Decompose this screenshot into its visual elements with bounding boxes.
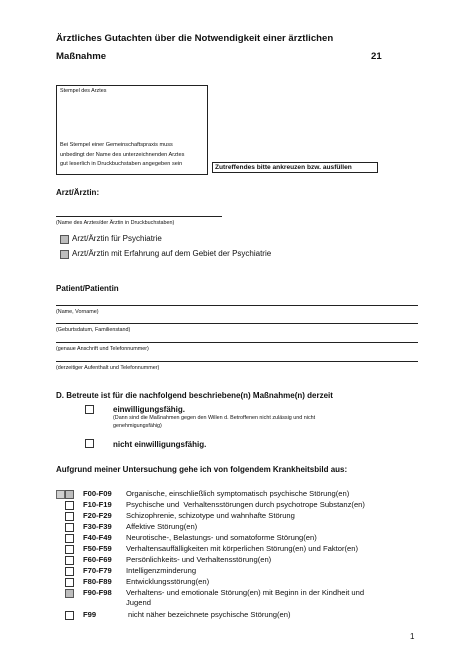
code-f80: F80-F89 — [83, 577, 112, 586]
diagnosis-heading: Aufgrund meiner Untersuchung gehe ich von folgendem Krankheitsbild aus: — [56, 465, 348, 474]
form-title-line2: Maßnahme — [56, 51, 107, 62]
code-f50: F50-F59 — [83, 544, 112, 553]
checkbox-f10[interactable] — [65, 501, 74, 510]
checkbox-f40[interactable] — [65, 534, 74, 543]
checkbox-f70[interactable] — [65, 567, 74, 576]
code-f60: F60-F69 — [83, 555, 112, 564]
text-f60: Persönlichkeits- und Verhaltensstörung(en) — [126, 555, 272, 564]
text-f40: Neurotische-, Belastungs- und somatoforme Störung(en) — [126, 533, 317, 542]
stamp-label: Stempel des Arztes — [60, 88, 107, 94]
code-f40: F40-F49 — [83, 533, 112, 542]
caption-stay: (derzeitiger Aufenthalt und Telefonnummer) — [56, 365, 160, 371]
checkbox-not-consent-capable[interactable] — [85, 439, 94, 448]
patient-stay-line[interactable] — [56, 361, 418, 362]
text-f50: Verhaltensauffälligkeiten mit körperlichen Störung(en) und Faktor(en) — [126, 544, 359, 553]
doctor-name-caption: (Name des Arztes/der Ärztin in Druckbuchstaben) — [56, 220, 175, 226]
patient-birth-line[interactable] — [56, 323, 418, 324]
doctor-name-line[interactable] — [56, 216, 222, 217]
checkbox-psychiatrist[interactable] — [60, 235, 69, 244]
checkbox-psychiatry-experience[interactable] — [60, 250, 69, 259]
code-f30: F30-F39 — [83, 522, 112, 531]
checkbox-f20[interactable] — [65, 512, 74, 521]
doctor-stamp-area[interactable] — [56, 85, 208, 175]
stamp-note: Bei Stempel einer Gemeinschaftspraxis muss unbedingt der Name des unterzeichnenden Arztes gut leserlich in Druckbuchstaben angegeben sein — [60, 142, 185, 167]
form-number: 21 — [371, 51, 382, 62]
code-f00: F00-F09 — [83, 489, 112, 498]
text-f20: Schizophrenie, schizotype und wahnhafte Störung — [126, 511, 295, 520]
section-d-heading: D. Betreute ist für die nachfolgend beschriebene(n) Maßnahme(n) derzeit — [56, 391, 333, 400]
caption-address: (genaue Anschrift und Telefonnummer) — [56, 346, 149, 352]
text-f10: Psychische und Verhaltensstörungen durch psychotrope Substanz(en) — [126, 500, 365, 509]
text-f70: Intelligenzminderung — [126, 566, 197, 575]
checkbox-f30[interactable] — [65, 523, 74, 532]
patient-heading: Patient/Patientin — [56, 284, 119, 293]
text-f30: Affektive Störung(en) — [126, 522, 198, 531]
text-f99: nicht näher bezeichnete psychische Störung(en) — [128, 610, 291, 619]
page-number: 1 — [410, 632, 415, 641]
checkbox-f00-a[interactable] — [56, 490, 65, 499]
code-f99: F99 — [83, 610, 97, 619]
code-f10: F10-F19 — [83, 500, 112, 509]
text-f00: Organische, einschließlich symptomatisch psychische Störung(en) — [126, 489, 350, 498]
consent-capable-label: einwilligungsfähig. — [113, 405, 185, 414]
code-f70: F70-F79 — [83, 566, 112, 575]
not-consent-capable-label: nicht einwilligungsfähig. — [113, 440, 207, 449]
consent-capable-note-2: genehmigungsfähig) — [113, 423, 162, 429]
doctor-heading: Arzt/Ärztin: — [56, 188, 100, 197]
patient-address-line[interactable] — [56, 342, 418, 343]
form-title-line1: Ärztliches Gutachten über die Notwendigkeit einer ärztlichen — [56, 33, 334, 44]
text-f90: Verhaltens- und emotionale Störung(en) mit Beginn in der Kindheit und — [126, 588, 365, 597]
caption-birth: (Geburtsdatum, Familienstand) — [56, 327, 131, 333]
option-psychiatry-experience: Arzt/Ärztin mit Erfahrung auf dem Gebiet der Psychiatrie — [72, 249, 272, 258]
checkbox-f80[interactable] — [65, 578, 74, 587]
checkbox-consent-capable[interactable] — [85, 405, 94, 414]
consent-capable-note-1: (Dann sind die Maßnahmen gegen den Willen d. Betroffenen nicht zulässig und nicht — [113, 415, 316, 421]
checkbox-f50[interactable] — [65, 545, 74, 554]
instruction-box: Zutreffendes bitte ankreuzen bzw. ausfüllen — [212, 162, 378, 173]
caption-name: (Name, Vorname) — [56, 309, 99, 315]
checkbox-f90[interactable] — [65, 589, 74, 598]
patient-name-line[interactable] — [56, 305, 418, 306]
code-f20: F20-F29 — [83, 511, 112, 520]
option-psychiatrist: Arzt/Ärztin für Psychiatrie — [72, 234, 162, 243]
text-f90-continuation: Jugend — [126, 598, 151, 607]
checkbox-f99[interactable] — [65, 611, 74, 620]
checkbox-f60[interactable] — [65, 556, 74, 565]
code-f90: F90-F98 — [83, 588, 112, 597]
text-f80: Entwicklungsstörung(en) — [126, 577, 210, 586]
checkbox-f00-b[interactable] — [65, 490, 74, 499]
